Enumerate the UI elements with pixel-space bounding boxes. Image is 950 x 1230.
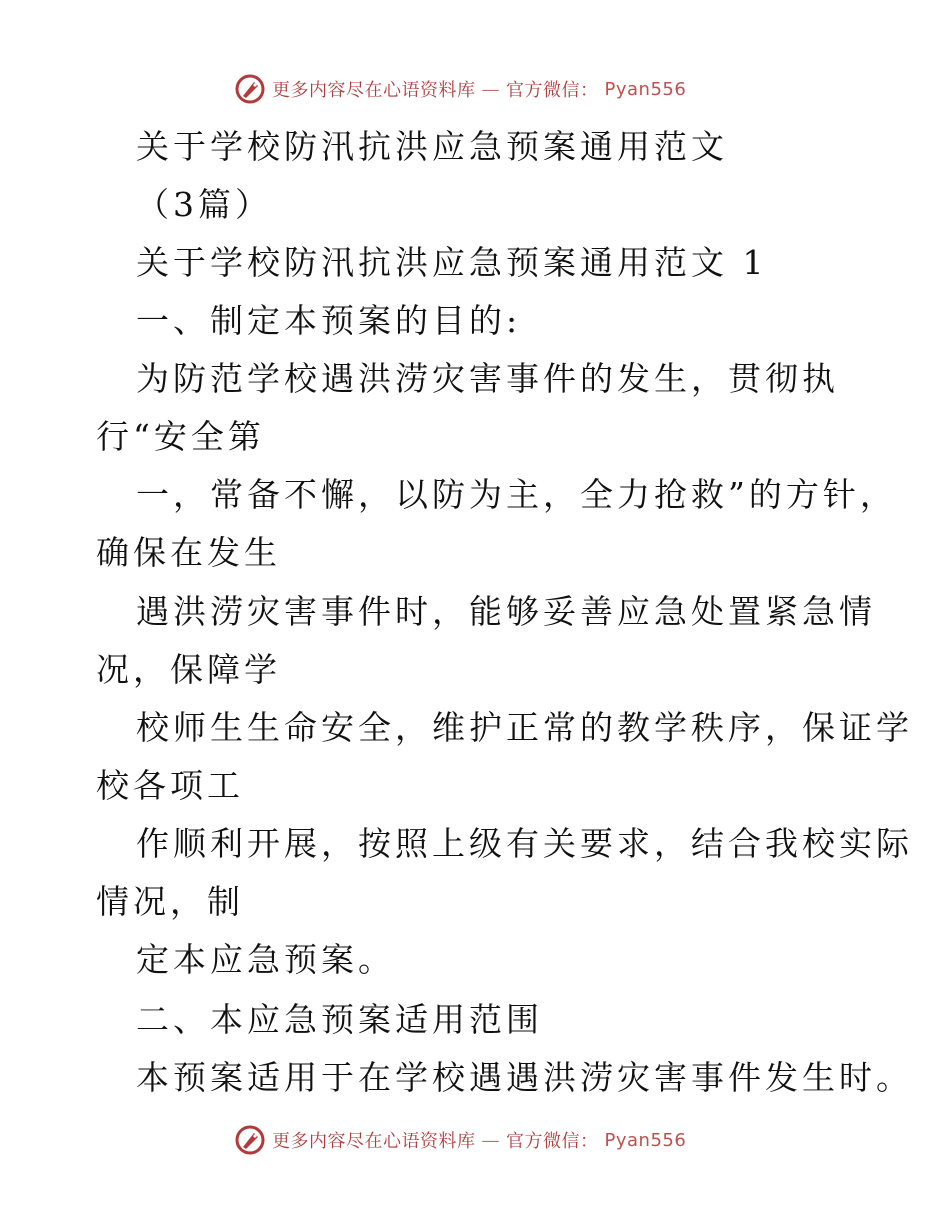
paragraph-line: 情况，制 <box>96 882 244 921</box>
pen-nib-logo-icon <box>234 73 266 105</box>
paragraph-line: 校各项工 <box>96 766 244 805</box>
paragraph-line: 为防范学校遇洪涝灾害事件的发生，贯彻执 <box>136 359 839 398</box>
section-heading: 关于学校防汛抗洪应急预案通用范文 1 <box>136 243 768 282</box>
paragraph-line: 本预案适用于在学校遇遇洪涝灾害事件发生时。 <box>136 1058 913 1097</box>
watermark-text: 更多内容尽在心语资料库 <box>272 80 476 101</box>
document-title: 关于学校防汛抗洪应急预案通用范文 <box>136 127 728 166</box>
section-heading: 二、本应急预案适用范围 <box>136 1000 543 1039</box>
watermark-text: 更多内容尽在心语资料库 <box>272 1131 476 1152</box>
watermark-wechat-id: Pyan556 <box>604 78 687 100</box>
paragraph-line: 定本应急预案。 <box>136 940 395 979</box>
document-subtitle: （3篇） <box>136 185 272 224</box>
watermark-dash: — <box>481 78 500 100</box>
paragraph-line: 一、制定本预案的目的: <box>136 301 522 340</box>
paragraph-line: 况，保障学 <box>96 650 281 689</box>
paragraph-line: 一，常备不懈，以防为主，全力抢救”的方针， <box>136 475 897 514</box>
watermark-footer <box>234 1123 686 1157</box>
watermark-wechat-id: Pyan556 <box>604 1129 687 1151</box>
paragraph-line: 校师生生命安全，维护正常的教学秩序，保证学 <box>136 708 913 747</box>
watermark-wechat-label: 官方微信： <box>506 1131 599 1152</box>
pen-nib-logo-icon <box>234 1124 266 1156</box>
watermark-dash: — <box>481 1129 500 1151</box>
paragraph-line: 确保在发生 <box>96 533 281 572</box>
paragraph-line: 行“安全第 <box>96 417 265 456</box>
paragraph-line: 遇洪涝灾害事件时，能够妥善应急处置紧急情 <box>136 592 876 631</box>
paragraph-line: 作顺利开展，按照上级有关要求，结合我校实际 <box>136 824 913 863</box>
watermark-wechat-label: 官方微信： <box>506 80 599 101</box>
watermark-header <box>234 72 686 106</box>
